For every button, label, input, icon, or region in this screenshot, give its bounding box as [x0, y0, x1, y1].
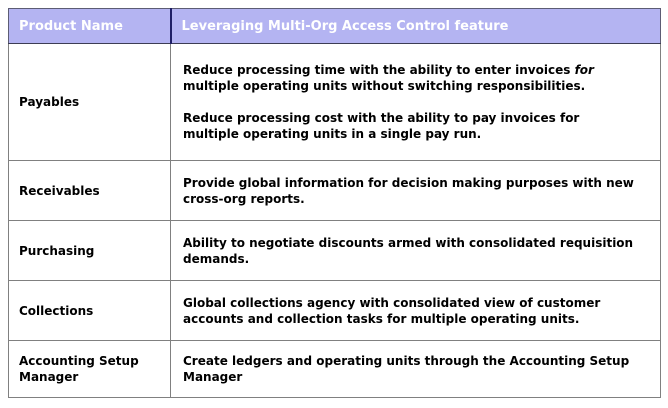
table-row — [9, 44, 661, 161]
product-name-cell: Collections — [9, 281, 171, 341]
italic-text: for — [574, 63, 594, 77]
feature-paragraph: Ability to negotiate discounts armed with consolidated requisition demands. — [183, 235, 634, 266]
feature-text: Reduce processing time with the ability to enter invoices — [183, 63, 575, 77]
feature-cell — [171, 44, 661, 161]
table-row — [9, 341, 661, 398]
feature-paragraph: Global collections agency with consolidated view of customer accounts and collection tasks for multiple operating units. — [183, 295, 601, 326]
feature-paragraph: Provide global information for decision making purposes with new cross-org reports. — [183, 175, 634, 206]
feature-paragraph — [183, 62, 639, 94]
product-name-cell: Payables — [9, 44, 171, 161]
table-row — [9, 161, 661, 221]
feature-cell — [171, 221, 661, 281]
product-name-header-cell: Product Name — [9, 9, 171, 44]
feature-paragraph: Reduce processing cost with the ability to pay invoices for multiple operating units in a single pay run. — [183, 111, 580, 141]
feature-paragraph: Create ledgers and operating units through the Accounting Setup Manager — [183, 354, 630, 384]
feature-cell — [171, 161, 661, 221]
feature-header-cell: Leveraging Multi-Org Access Control feature — [171, 9, 661, 44]
feature-cell — [171, 341, 661, 398]
product-name-cell: Receivables — [9, 161, 171, 221]
product-feature-table — [8, 8, 661, 398]
product-name-cell: Accounting Setup Manager — [9, 341, 171, 398]
feature-cell — [171, 281, 661, 341]
table-header-row — [9, 9, 661, 44]
product-name-cell: Purchasing — [9, 221, 171, 281]
table-row — [9, 281, 661, 341]
table-row — [9, 221, 661, 281]
feature-text: multiple operating units without switching responsibilities. — [183, 79, 586, 93]
